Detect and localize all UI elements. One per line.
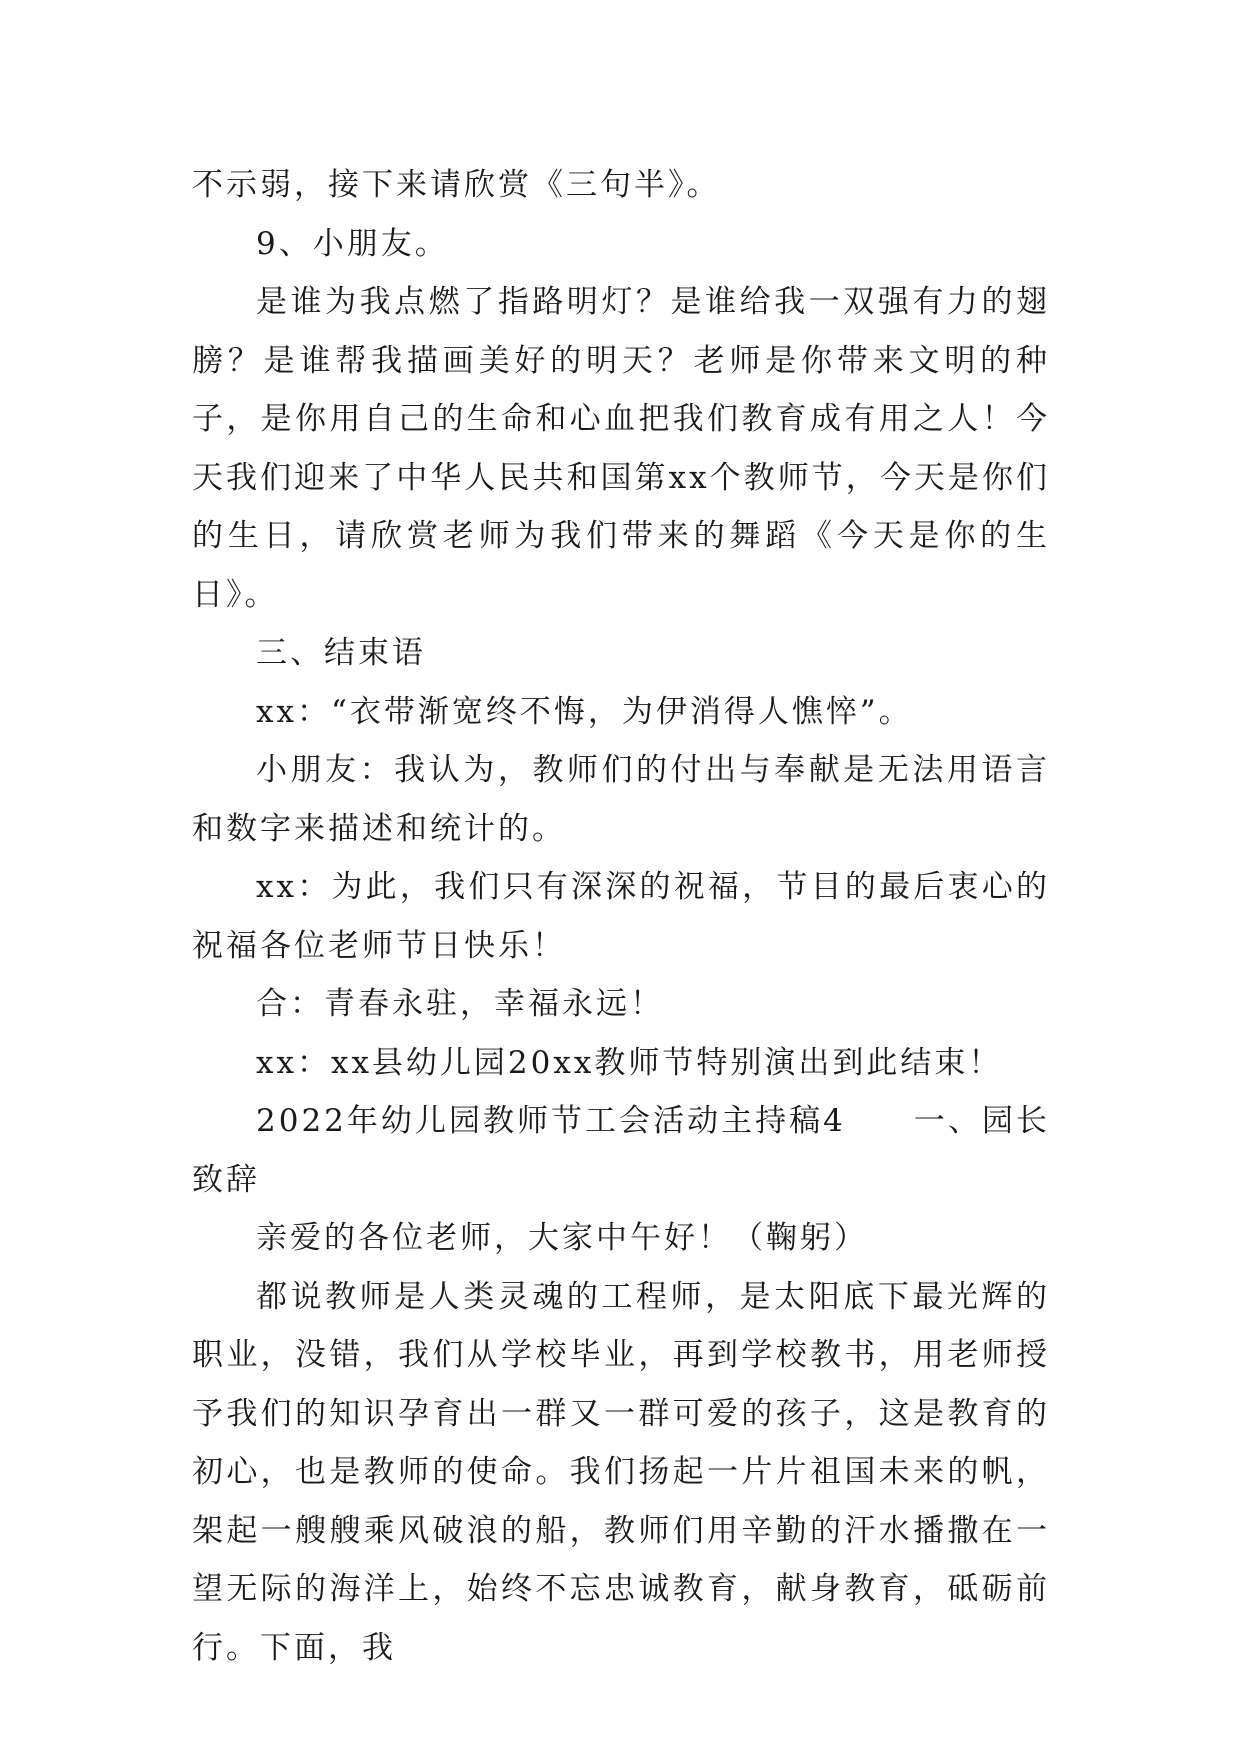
paragraph: 小朋友：我认为，教师们的付出与奉献是无法用语言和数字来描述和统计的。 — [192, 752, 1050, 847]
paragraph: 亲爱的各位老师，大家中午好！（鞠躬） — [256, 1220, 868, 1256]
document-subtitle: 2022年幼儿园教师节工会活动主持稿4 一、园长致辞 — [192, 1103, 1050, 1198]
paragraph: xx：“衣带渐宽终不悔，为伊消得人憔悴”。 — [256, 693, 913, 730]
paragraph: xx：xx县幼儿园20xx教师节特别演出到此结束！ — [256, 1044, 1003, 1081]
paragraph: 不示弱，接下来请欣赏《三句半》。 — [192, 167, 721, 203]
paragraph: 是谁为我点燃了指路明灯？是谁给我一双强有力的翅膀？是谁帮我描画美好的明天？老师是你带来文明的种子，是你用自己的生命和心血把我们教育成有用之人！今天我们迎来了中华人民共和国第xx个教师节，今天是你们的生日，请欣赏老师为我们带来的舞蹈《今天是你的生日》。 — [192, 284, 1050, 613]
paragraph: 合：青春永驻，幸福永远！ — [256, 986, 664, 1022]
paragraph: 9、小朋友。 — [256, 225, 449, 262]
document-body — [192, 156, 1050, 1677]
paragraph: xx：为此，我们只有深深的祝福，节目的最后衷心的祝福各位老师节日快乐！ — [192, 869, 1050, 964]
section-heading: 三、结束语 — [256, 635, 426, 671]
paragraph: 都说教师是人类灵魂的工程师，是太阳底下最光辉的职业，没错，我们从学校毕业，再到学校教书，用老师授予我们的知识孕育出一群又一群可爱的孩子，这是教育的初心，也是教师的使命。我们扬起一片片祖国未来的帆，架起一艘艘乘风破浪的船，教师们用辛勤的汗水播撒在一望无际的海洋上，始终不忘忠诚教育，献身教育，砥砺前行。下面，我 — [192, 1278, 1050, 1666]
